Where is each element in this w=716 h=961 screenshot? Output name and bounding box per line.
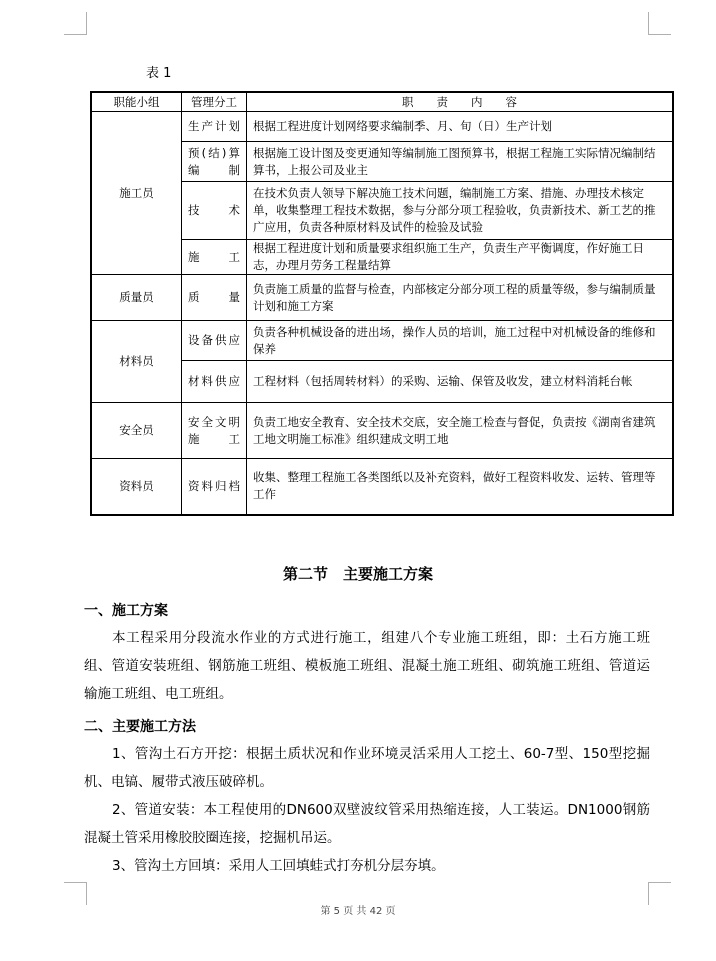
- table-header-row: [91, 92, 673, 112]
- table-row: [91, 403, 673, 459]
- table-row: [91, 459, 673, 515]
- group-cell: 资料员: [91, 459, 182, 515]
- role-cell: 资料归档: [182, 459, 247, 515]
- role-cell: 质 量: [182, 275, 247, 321]
- role-cell: 安全文明施 工: [182, 403, 247, 459]
- content-cell: 根据工程进度计划和质量要求组织施工生产，负责生产平衡调度，作好施工日志，办理月劳务工程量结算: [247, 240, 674, 275]
- method-item-3: 3、管沟土方回填：采用人工回填蛙式打夯机分层夯填。: [112, 858, 445, 874]
- role-cell: 施 工: [182, 240, 247, 275]
- page-number: 第 5 页 共 42 页: [320, 906, 396, 917]
- content-cell: 收集、整理工程施工各类图纸以及补充资料，做好工程资料收发、运转、管理等工作: [247, 459, 674, 515]
- header-content: 职 责 内 容: [247, 92, 674, 112]
- page-corner-mark: [64, 12, 87, 35]
- header-role: 管理分工: [182, 92, 247, 112]
- content-cell: 负责工地安全教育、安全技术交底，安全施工检查与督促，负责按《湖南省建筑工地文明施工标准》组织建成文明工地: [247, 403, 674, 459]
- content-cell: 负责施工质量的监督与检查，内部核定分部分项工程的质量等级，参与编制质量计划和施工方案: [247, 275, 674, 321]
- group-cell: 材料员: [91, 321, 182, 403]
- part1-heading: 一、施工方案: [84, 603, 168, 619]
- part2-heading: 二、主要施工方法: [84, 719, 196, 735]
- role-cell: 生产计划: [182, 112, 247, 142]
- role-cell: 预(结)算编 制: [182, 142, 247, 182]
- table-row: [91, 275, 673, 321]
- content-cell: 根据工程进度计划网络要求编制季、月、旬（日）生产计划: [247, 112, 674, 142]
- header-group: 职能小组: [91, 92, 182, 112]
- role-cell: 技 术: [182, 182, 247, 240]
- role-cell: 设备供应: [182, 321, 247, 361]
- page-corner-mark: [648, 12, 671, 35]
- duty-table: [90, 91, 674, 516]
- method-item-2: 2、管道安装：本工程使用的DN600双壁波纹管采用热缩连接，人工装运。DN1000钢筋混凝土管采用橡胶胶圈连接，挖掘机吊运。: [84, 802, 650, 846]
- content-cell: 根据施工设计图及变更通知等编制施工图预算书，根据工程施工实际情况编制结算书，上报公司及业主: [247, 142, 674, 182]
- group-cell: 质量员: [91, 275, 182, 321]
- group-cell: 安全员: [91, 403, 182, 459]
- table-caption: 表 1: [146, 66, 172, 81]
- method-item-1: 1、管沟土石方开挖：根据土质状况和作业环境灵活采用人工挖土、60-7型、150型挖掘机、电镐、履带式液压破碎机。: [84, 746, 650, 790]
- table-row: [91, 321, 673, 361]
- content-cell: 负责各种机械设备的进出场，操作人员的培训，施工过程中对机械设备的维修和保养: [247, 321, 674, 361]
- part1-paragraph: 本工程采用分段流水作业的方式进行施工，组建八个专业施工班组，即：土石方施工班组、管道安装班组、钢筋施工班组、模板施工班组、混凝土施工班组、砌筑施工班组、管道运输施工班组、电工班组。: [84, 630, 650, 702]
- role-cell: 材料供应: [182, 361, 247, 403]
- group-cell: 施工员: [91, 112, 182, 275]
- table-row: [91, 112, 673, 142]
- content-cell: 在技术负责人领导下解决施工技术问题，编制施工方案、措施、办理技术核定单，收集整理工程技术数据，参与分部分项工程验收，负责新技术、新工艺的推广应用，负责各种原材料及试件的检验及试验: [247, 182, 674, 240]
- content-cell: 工程材料（包括周转材料）的采购、运输、保管及收发，建立材料消耗台帐: [247, 361, 674, 403]
- section-title: 第二节 主要施工方案: [282, 565, 433, 583]
